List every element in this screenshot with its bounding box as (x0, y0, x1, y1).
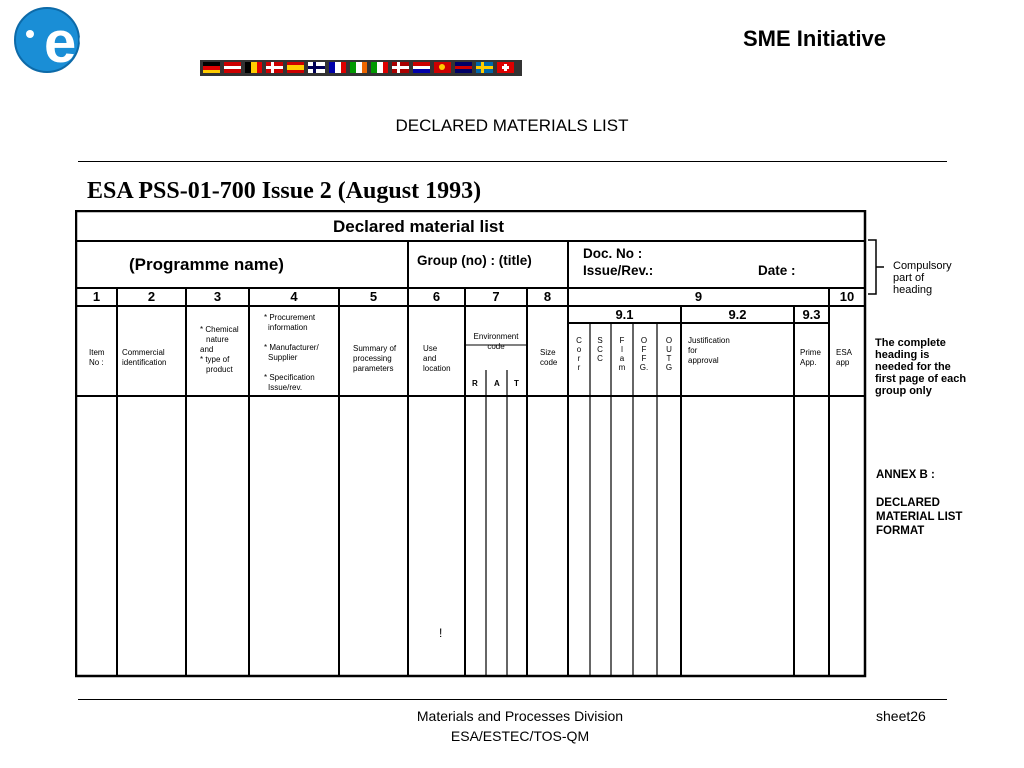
env-t: T (514, 379, 519, 388)
col-number: 6 (432, 289, 441, 304)
member-flags (203, 62, 514, 73)
complete-heading-note: The complete heading is needed for the first page of each group only (875, 337, 967, 397)
env-r: R (472, 379, 478, 388)
procurement-header: * Procurement information * Manufacturer/ Supplier * Specification Issue/rev. (264, 313, 319, 392)
col-number: 10 (839, 289, 855, 304)
compulsory-bracket (866, 238, 886, 298)
form-heading: Declared material list (333, 217, 505, 236)
prime-app-header: Prime App. (800, 348, 821, 367)
chemical-header: * Chemical nature and * type of product (200, 325, 239, 374)
annex-note: ANNEX B : DECLARED MATERIAL LIST FORMAT (876, 469, 963, 537)
col-number: 9 (694, 289, 703, 304)
bottom-divider (78, 699, 947, 700)
flam-header: F l a m (618, 336, 626, 372)
col-number: 4 (290, 289, 298, 304)
outg-header: O U T G (665, 336, 673, 372)
col-subnumber: 9.3 (802, 307, 821, 322)
col-number: 2 (147, 289, 156, 304)
footer-division: Materials and Processes Division ESA/ESTEC/TOS-QM (416, 708, 624, 744)
justification-header: Justification for approval (688, 336, 730, 365)
compulsory-note: Compulsory part of heading (893, 260, 952, 296)
date-label: Date : (758, 263, 796, 278)
top-divider (78, 161, 947, 162)
item-header: Item No : (89, 348, 105, 367)
offg-header: O F F G. (639, 336, 649, 372)
slide-title: DECLARED MATERIALS LIST (395, 116, 629, 135)
programme-name: (Programme name) (129, 255, 284, 274)
env-a: A (494, 379, 500, 388)
esa-logo (10, 4, 530, 84)
commercial-header: Commercial identification (122, 348, 167, 367)
col-number: 1 (92, 289, 101, 304)
declared-material-list-form (75, 210, 867, 678)
size-header: Size code (540, 348, 558, 367)
col-number: 7 (492, 289, 500, 304)
col-number: 5 (369, 289, 378, 304)
environment-header: Environment code (473, 332, 519, 351)
use-header: Use and location (423, 344, 451, 373)
col-number: 3 (213, 289, 222, 304)
stray-mark: ! (439, 626, 443, 640)
col-subnumber: 9.2 (728, 307, 747, 322)
col-subnumber: 9.1 (615, 307, 634, 322)
logo-text: esa (44, 10, 141, 75)
col-number: 8 (543, 289, 552, 304)
sheet-number: sheet26 (876, 708, 926, 724)
document-reference: ESA PSS-01-700 Issue 2 (August 1993) (87, 178, 482, 204)
group-title: Group (no) : (title) (417, 253, 532, 268)
form-grid (75, 210, 867, 678)
corr-header: C o r r (576, 336, 582, 372)
esa-app-header: ESA app (836, 348, 853, 367)
issue-rev-label: Issue/Rev.: (583, 263, 654, 278)
summary-header: Summary of processing parameters (353, 344, 397, 373)
sme-initiative-title: SME Initiative (743, 26, 887, 51)
scc-header: S C C (597, 336, 603, 363)
doc-no-label: Doc. No : (583, 246, 643, 261)
